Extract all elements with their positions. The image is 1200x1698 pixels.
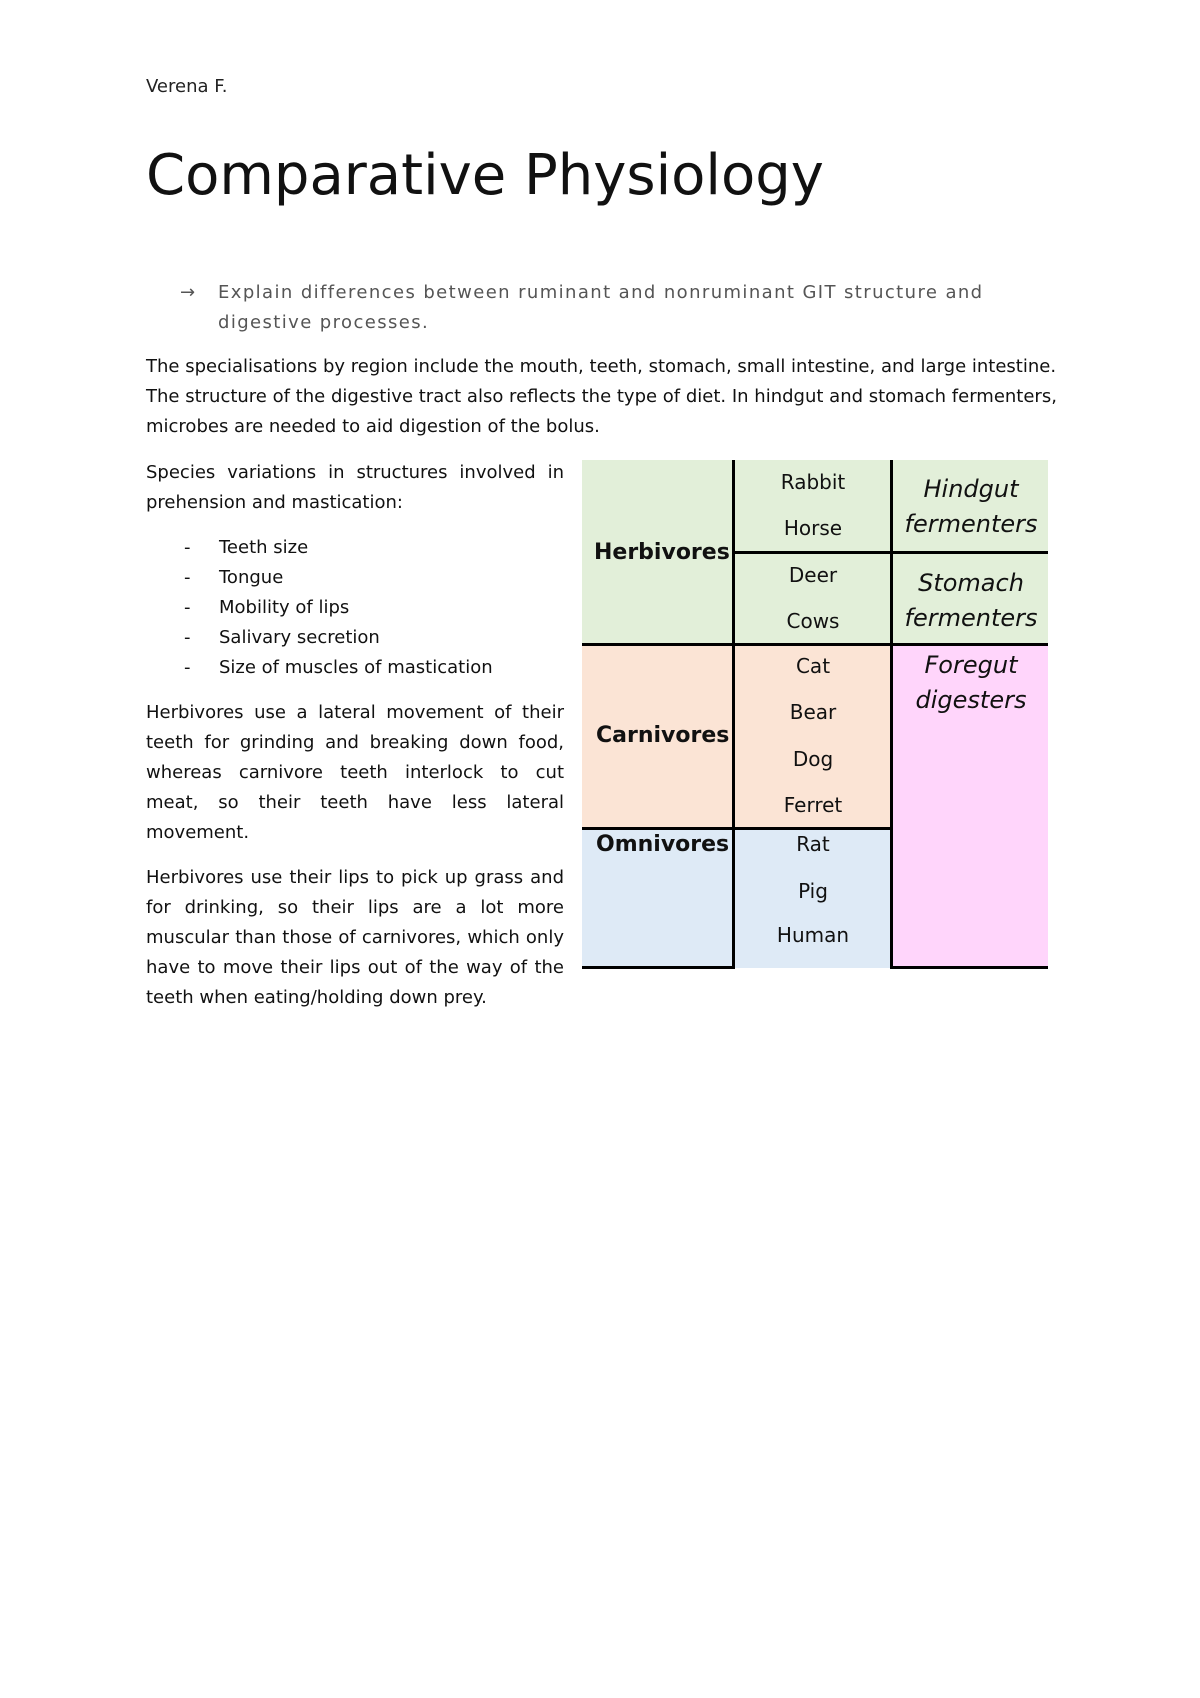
list-item: - Salivary secretion xyxy=(184,627,380,648)
stomach-fermenters-label: Stomach fermenters xyxy=(904,569,1038,632)
table-divider xyxy=(582,827,893,830)
foregut-digesters-label: Foregut digesters xyxy=(915,651,1027,714)
animal-ferret: Ferret xyxy=(783,793,843,817)
animal-dog: Dog xyxy=(792,747,834,771)
animal-cows: Cows xyxy=(786,609,840,633)
arrow-icon: → xyxy=(180,282,197,303)
teeth-paragraph: Herbivores use a lateral movement of their teeth for grinding and breaking down food, whereas carnivore teeth interlock to cut meat, so their teeth have less lateral movement. xyxy=(146,702,564,843)
animal-deer: Deer xyxy=(788,563,838,587)
animal-human: Human xyxy=(776,923,850,947)
table-divider xyxy=(582,966,735,969)
left-column xyxy=(146,458,564,1028)
group-omnivores: Omnivores xyxy=(596,832,730,857)
group-carnivores: Carnivores xyxy=(596,723,730,748)
animal-pig: Pig xyxy=(798,879,828,903)
diet-digestion-table xyxy=(582,460,1048,968)
list-item: - Mobility of lips xyxy=(184,597,350,618)
list-item: - Teeth size xyxy=(184,537,309,558)
animal-cat: Cat xyxy=(795,654,831,678)
table-divider xyxy=(582,643,1048,646)
author-name: Verena F. xyxy=(146,76,228,97)
lips-paragraph: Herbivores use their lips to pick up grass and for drinking, so their lips are a lot more muscular than those of carnivores, which only have to move their lips out of the way of the teeth when eating/holding down prey. xyxy=(146,867,564,1008)
objective-text: Explain differences between ruminant and nonruminant GIT structure and digestive processes. xyxy=(218,282,984,333)
learning-objective xyxy=(180,278,1060,338)
intro-paragraph: The specialisations by region include the mouth, teeth, stomach, small intestine, and large intestine. The structure of the digestive tract also reflects the type of diet. In hindgut and stomach fermenters, microbes are needed to aid digestion of the bolus. xyxy=(146,356,1057,437)
variations-list xyxy=(146,533,564,683)
page-title: Comparative Physiology xyxy=(146,143,824,208)
list-item: - Tongue xyxy=(184,567,284,588)
animal-rat: Rat xyxy=(796,832,830,856)
table-divider xyxy=(890,966,1048,969)
group-herbivores: Herbivores xyxy=(594,540,730,565)
species-intro: Species variations in structures involved in prehension and mastication: xyxy=(146,462,564,513)
animal-rabbit: Rabbit xyxy=(780,470,846,494)
hindgut-fermenters-label: Hindgut fermenters xyxy=(904,475,1038,538)
table-divider xyxy=(732,551,1048,554)
list-item: - Size of muscles of mastication xyxy=(184,657,493,678)
animal-bear: Bear xyxy=(789,700,837,724)
animal-horse: Horse xyxy=(783,516,843,540)
